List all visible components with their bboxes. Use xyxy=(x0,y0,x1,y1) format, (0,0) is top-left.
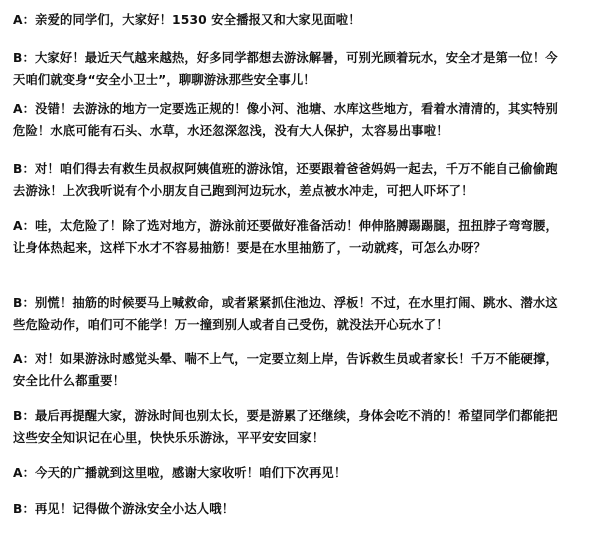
speaker-label: B xyxy=(13,162,23,176)
dialogue-text: 再见！记得做个游泳安全小达人哦！ xyxy=(34,502,235,516)
dialogue-text: 对！咱们得去有救生员叔叔阿姨值班的游泳馆，还要跟着爸爸妈妈一起去，千万不能自己偷偷跑去游泳！上次我听说有个小朋友自己跑到河边玩水，差点被水冲走，可把人吓坏了！ xyxy=(13,162,558,198)
speaker-label: A xyxy=(13,102,23,116)
dialogue-line-2: B：大家好！最近天气越来越热，好多同学都想去游泳解暑，可别光顾着玩水，安全才是第一位！今天咱们就变身“安全小卫士”，聊聊游泳那些安全事儿！ xyxy=(13,51,558,87)
speaker-label: A xyxy=(13,352,23,366)
speaker-label: B xyxy=(13,296,23,310)
dialogue-line-5: A：哇，太危险了！除了选对地方，游泳前还要做好准备活动！伸伸胳膊踢踢腿，扭扭脖子弯弯腰，让身体热起来，这样下水才不容易抽筋！要是在水里抽筋了，一动就疼，可怎么办呀？ xyxy=(13,219,558,255)
dialogue-text: 没错！去游泳的地方一定要选正规的！像小河、池塘、水库这些地方，看着水清清的，其实特别危险！水底可能有石头、水草，水还忽深忽浅，没有大人保护，太容易出事啦！ xyxy=(13,102,558,138)
dialogue-text: 对！如果游泳时感觉头晕、喘不上气，一定要立刻上岸，告诉救生员或者家长！千万不能硬撑，安全比什么都重要！ xyxy=(13,352,558,388)
dialogue-line-8: B：最后再提醒大家，游泳时间也别太长，要是游累了还继续，身体会吃不消的！希望同学们都能把这些安全知识记在心里，快快乐乐游泳，平平安安回家！ xyxy=(13,409,558,445)
dialogue-text: 亲爱的同学们，大家好！1530 安全播报又和大家见面啦！ xyxy=(35,13,361,27)
dialogue-text: 大家好！最近天气越来越热，好多同学都想去游泳解暑，可别光顾着玩水，安全才是第一位！今天咱们就变身“安全小卫士”，聊聊游泳那些安全事儿！ xyxy=(13,51,558,87)
dialogue-text: 别慌！抽筋的时候要马上喊救命，或者紧紧抓住池边、浮板！不过，在水里打闹、跳水、潜水这些危险动作，咱们可不能学！万一撞到别人或者自己受伤，就没法开心玩水了！ xyxy=(13,296,558,332)
speaker-label: A xyxy=(13,466,23,480)
speaker-label: B xyxy=(13,409,23,423)
dialogue-line-10: B：再见！记得做个游泳安全小达人哦！ xyxy=(13,502,235,516)
speaker-label: A xyxy=(13,13,23,27)
speaker-label: B xyxy=(13,51,23,65)
dialogue-text: 今天的广播就到这里啦，感谢大家收听！咱们下次再见！ xyxy=(35,466,347,480)
speaker-label: B xyxy=(13,502,23,516)
dialogue-line-1: A：亲爱的同学们，大家好！1530 安全播报又和大家见面啦！ xyxy=(13,13,361,27)
speaker-label: A xyxy=(13,219,23,233)
dialogue-line-6: B：别慌！抽筋的时候要马上喊救命，或者紧紧抓住池边、浮板！不过，在水里打闹、跳水、潜水这些危险动作，咱们可不能学！万一撞到别人或者自己受伤，就没法开心玩水了！ xyxy=(13,296,558,332)
dialogue-line-7: A：对！如果游泳时感觉头晕、喘不上气，一定要立刻上岸，告诉救生员或者家长！千万不能硬撑，安全比什么都重要！ xyxy=(13,352,558,388)
dialogue-line-4: B：对！咱们得去有救生员叔叔阿姨值班的游泳馆，还要跟着爸爸妈妈一起去，千万不能自己偷偷跑去游泳！上次我听说有个小朋友自己跑到河边玩水，差点被水冲走，可把人吓坏了！ xyxy=(13,162,558,198)
dialogue-text: 哇，太危险了！除了选对地方，游泳前还要做好准备活动！伸伸胳膊踢踢腿，扭扭脖子弯弯腰，让身体热起来，这样下水才不容易抽筋！要是在水里抽筋了，一动就疼，可怎么办呀？ xyxy=(13,219,558,255)
dialogue-line-9: A：今天的广播就到这里啦，感谢大家收听！咱们下次再见！ xyxy=(13,466,347,480)
dialogue-line-3: A：没错！去游泳的地方一定要选正规的！像小河、池塘、水库这些地方，看着水清清的，其实特别危险！水底可能有石头、水草，水还忽深忽浅，没有大人保护，太容易出事啦！ xyxy=(13,102,558,138)
dialogue-text: 最后再提醒大家，游泳时间也别太长，要是游累了还继续，身体会吃不消的！希望同学们都能把这些安全知识记在心里，快快乐乐游泳，平平安安回家！ xyxy=(13,409,558,445)
